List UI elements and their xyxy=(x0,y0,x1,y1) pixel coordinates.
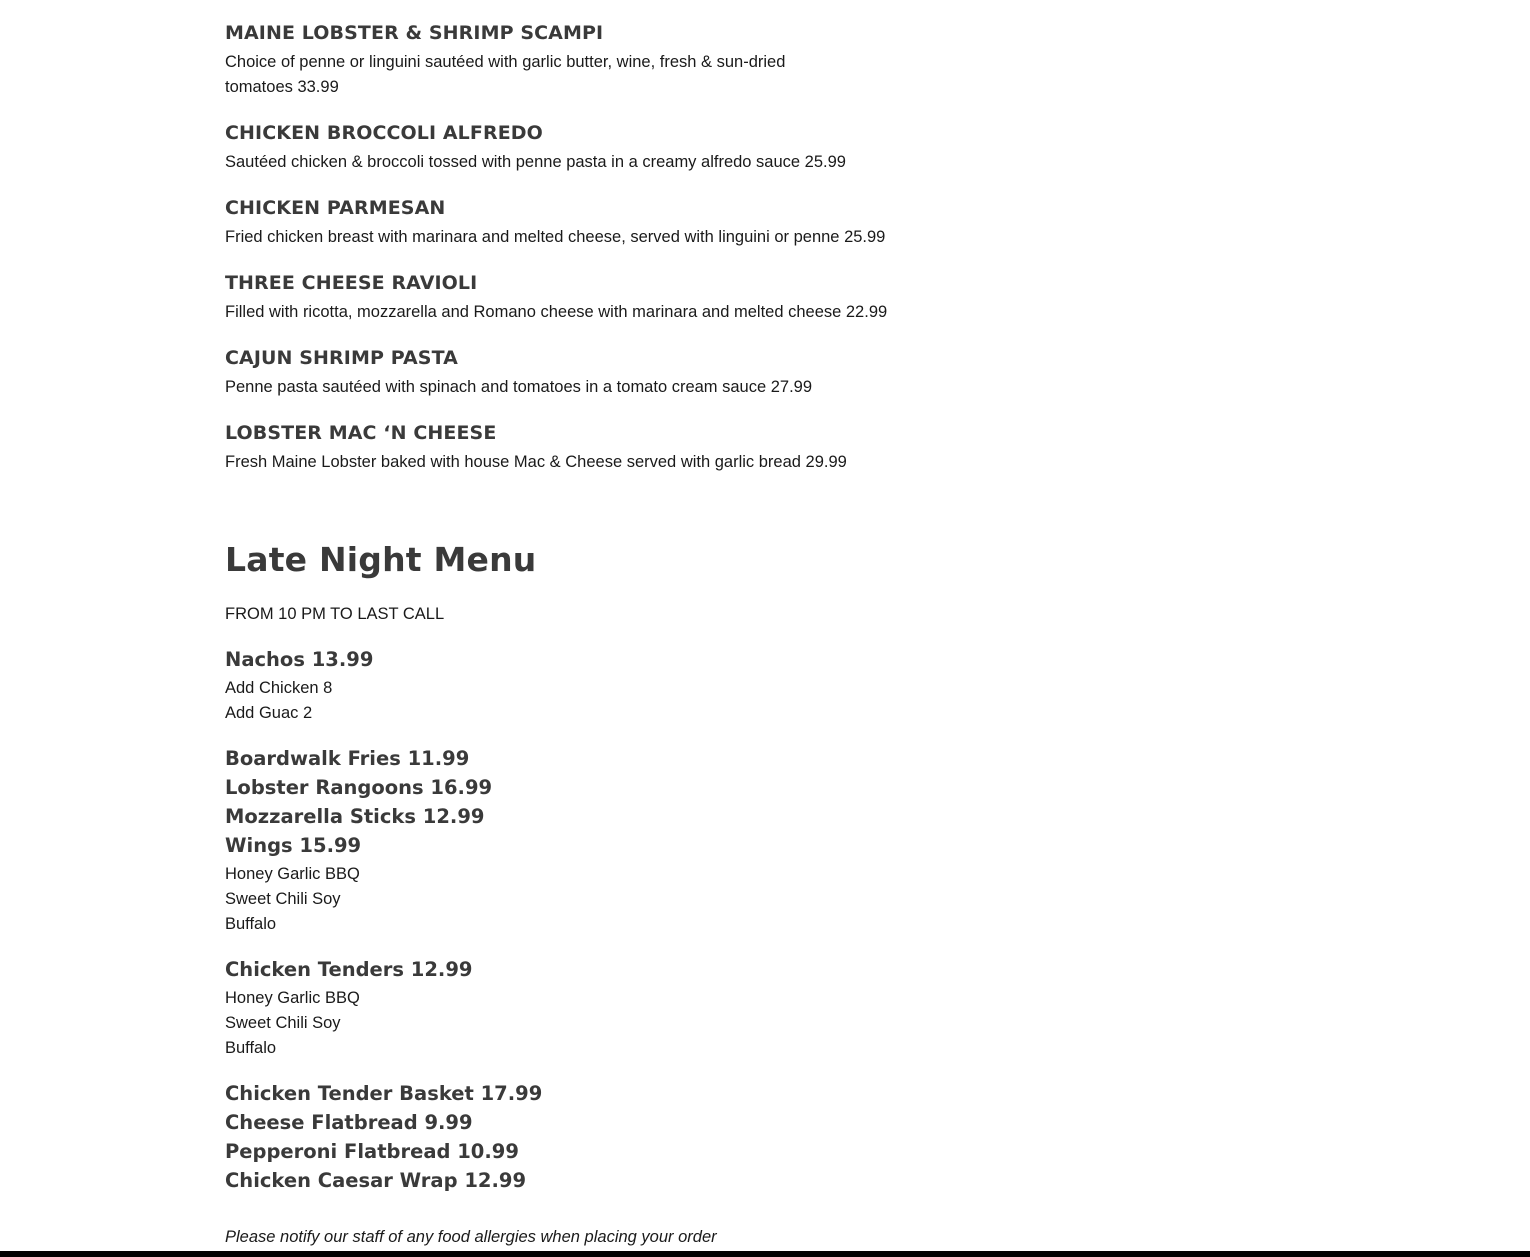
late-night-item-title: Chicken Tender Basket 17.99 xyxy=(225,1082,543,1105)
dish-title: LOBSTER MAC ‘N CHEESE xyxy=(225,422,497,444)
menu-item-three-cheese-ravioli xyxy=(225,270,925,325)
late-night-item-title: Lobster Rangoons 16.99 xyxy=(225,776,493,799)
late-night-item-title: Chicken Tenders 12.99 xyxy=(225,958,473,981)
footer-bar xyxy=(0,1251,1530,1257)
dish-title: CAJUN SHRIMP PASTA xyxy=(225,347,458,369)
dish-description: Penne pasta sautéed with spinach and tomatoes in a tomato cream sauce 27.99 xyxy=(225,378,813,396)
option-line: Add Chicken 8 xyxy=(225,679,333,697)
menu-item-chicken-parmesan xyxy=(225,195,925,250)
dish-description: Fresh Maine Lobster baked with house Mac & Cheese served with garlic bread 29.99 xyxy=(225,453,847,471)
late-night-item-title: Cheese Flatbread 9.99 xyxy=(225,1111,473,1134)
dish-title: CHICKEN BROCCOLI ALFREDO xyxy=(225,122,543,144)
late-night-menu-heading: Late Night Menu xyxy=(225,540,537,579)
late-night-hours: FROM 10 PM TO LAST CALL xyxy=(225,605,445,623)
late-night-group-1 xyxy=(225,744,925,937)
menu-content xyxy=(225,20,925,1250)
late-night-item-title: Pepperoni Flatbread 10.99 xyxy=(225,1140,519,1163)
menu-item-lobster-mac-n-cheese xyxy=(225,420,925,475)
allergy-notice: Please notify our staff of any food allergies when placing your order xyxy=(225,1228,717,1246)
option-line: Buffalo xyxy=(225,1039,277,1057)
dish-title: CHICKEN PARMESAN xyxy=(225,197,446,219)
tenders-sauce-options xyxy=(225,986,925,1061)
option-line: Add Guac 2 xyxy=(225,704,313,722)
menu-item-chicken-broccoli-alfredo xyxy=(225,120,925,175)
dish-description: Sautéed chicken & broccoli tossed with penne pasta in a creamy alfredo sauce 25.99 xyxy=(225,153,846,171)
late-night-item-title: Nachos 13.99 xyxy=(225,648,374,671)
menu-item-cajun-shrimp-pasta xyxy=(225,345,925,400)
dish-description: Filled with ricotta, mozzarella and Romano cheese with marinara and melted cheese 22.99 xyxy=(225,303,888,321)
dish-title: MAINE LOBSTER & SHRIMP SCAMPI xyxy=(225,22,604,44)
late-night-item-chicken-tenders xyxy=(225,955,925,1061)
option-line: Buffalo xyxy=(225,915,277,933)
option-line: Sweet Chili Soy xyxy=(225,890,341,908)
late-night-item-nachos xyxy=(225,645,925,726)
late-night-item-title: Chicken Caesar Wrap 12.99 xyxy=(225,1169,527,1192)
option-line: Honey Garlic BBQ xyxy=(225,989,360,1007)
late-night-item-title: Mozzarella Sticks 12.99 xyxy=(225,805,485,828)
menu-item-lobster-shrimp-scampi xyxy=(225,20,925,100)
dish-title: THREE CHEESE RAVIOLI xyxy=(225,272,478,294)
late-night-item-title: Wings 15.99 xyxy=(225,834,362,857)
nachos-options xyxy=(225,676,925,726)
dish-description: Choice of penne or linguini sautéed with garlic butter, wine, fresh & sun-dried tomatoes 33.99 xyxy=(225,53,786,96)
option-line: Honey Garlic BBQ xyxy=(225,865,360,883)
wings-sauce-options xyxy=(225,862,925,937)
late-night-item-title: Boardwalk Fries 11.99 xyxy=(225,747,470,770)
dish-description: Fried chicken breast with marinara and melted cheese, served with linguini or penne 25.99 xyxy=(225,228,886,246)
option-line: Sweet Chili Soy xyxy=(225,1014,341,1032)
late-night-group-2 xyxy=(225,1079,925,1195)
